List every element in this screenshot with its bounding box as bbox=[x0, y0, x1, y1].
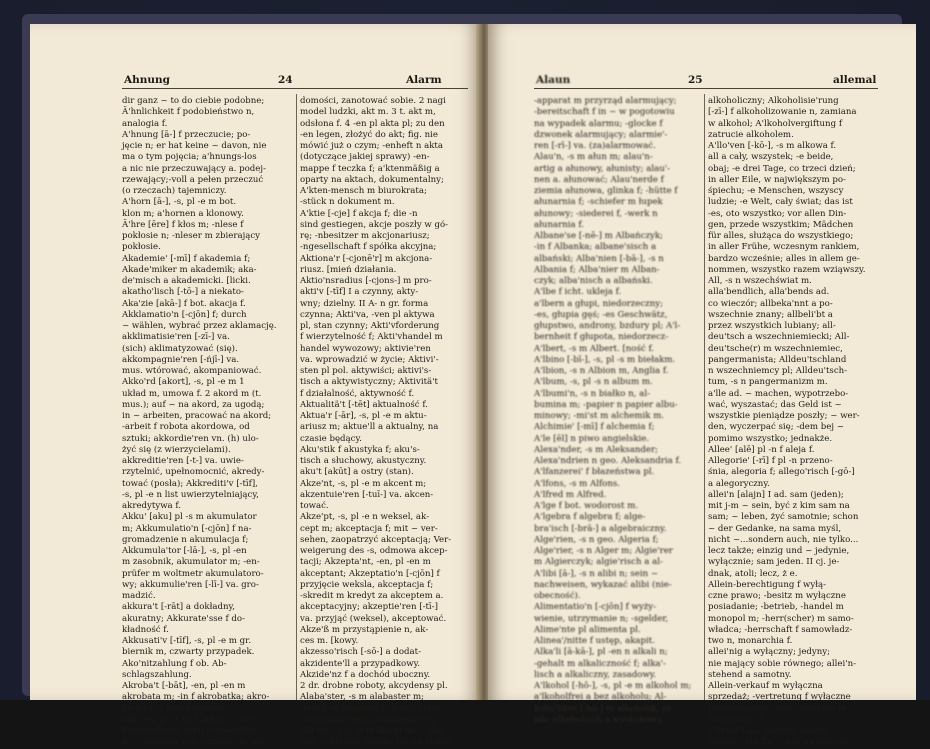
dictionary-line: (o rzeczach) tajemniczy. bbox=[122, 186, 227, 196]
dictionary-line: wać, wyszastać; das Geld ist ~ bbox=[708, 399, 842, 410]
dictionary-line: A'lbino [-bī-], -s, pl -s m biełakm. bbox=[534, 354, 676, 365]
dictionary-line: Aka'zie [akā-] f bot. akacja f. bbox=[122, 298, 246, 309]
dictionary-line: Akklamatio'n [-cjōn] f; durch bbox=[122, 309, 247, 320]
dictionary-line: klon m; a'hornen a klonowy. bbox=[122, 208, 244, 219]
dictionary-line: akzentuie'ren [-tuī-] va. akcen- bbox=[300, 489, 434, 500]
dictionary-line: czynna; Akti'va, -ven pl aktywa bbox=[300, 309, 435, 320]
dictionary-line: all a cały, wszystek; -e beide, bbox=[708, 152, 834, 163]
dictionary-line: -en legen, złożyć do akt; fig. nie bbox=[300, 129, 438, 140]
dictionary-line: przedstawicielstwo; -vertrieb m bbox=[708, 703, 846, 714]
dictionary-line: wienie, utrzymanie n; -sgelder, bbox=[534, 613, 669, 624]
dictionary-line: pokłosie. bbox=[122, 242, 161, 253]
dictionary-line: a'llema'l ad. zawsze; każdo- bbox=[708, 726, 829, 736]
dictionary-line: akuratny; Akkurate'sse f do- bbox=[122, 613, 245, 624]
dictionary-line: -s, pl -e n list uwierzytelniający, bbox=[122, 489, 259, 500]
dictionary-line: Akade'miker m akademik; aka- bbox=[122, 264, 257, 275]
dictionary-line: biernik m, czwarty przypadek. bbox=[122, 647, 255, 658]
dictionary-line: schlagszahlung. bbox=[122, 669, 192, 680]
dictionary-line: akceptacyjny; akzeptie'ren [-tī-] bbox=[300, 602, 438, 613]
dictionary-line: wyłącznie; sam jeden. II cj. je- bbox=[708, 557, 840, 568]
dictionary-line: analogia f. bbox=[122, 118, 168, 129]
dictionary-line: Aktio'nsradius [-cjons-] m pro- bbox=[300, 276, 432, 286]
dictionary-line: sehen, zaopatrzyć akceptacją; Ver- bbox=[300, 534, 452, 545]
dictionary-line: jęcie n; er hat keine ~ davon, nie bbox=[122, 141, 267, 151]
dictionary-line: a'lkoholfrei a bez alkoholu; Al- bbox=[534, 692, 667, 703]
dictionary-line: Akademie' [-mī] f akademia f; bbox=[122, 253, 251, 264]
dictionary-line: Alime'nte pl alimenta pl. bbox=[534, 624, 641, 635]
dictionary-line: in ~ arbeiten, pracować na akord; bbox=[122, 411, 272, 421]
dictionary-line: madzić. bbox=[122, 591, 156, 601]
dictionary-line: Alchimie' [-mī] f alchemia f; bbox=[534, 422, 655, 433]
dictionary-line: Allee' [alē] pl -n f aleja f. bbox=[708, 444, 815, 455]
dictionary-line: tacji; Akzepta'nt, -en, pl -en m bbox=[300, 557, 431, 568]
dictionary-line: A'hnung [ā-] f przeczucie; po- bbox=[122, 129, 251, 140]
dictionary-line: lecz także; einzig und ~ jedynie, bbox=[708, 546, 850, 556]
dictionary-line: akkompagnie'ren [-ńjī-] va. bbox=[122, 354, 240, 365]
dictionary-line: A'lbert, -s m Albert. [ność f. bbox=[534, 343, 655, 354]
dictionary-line: Akze'nt, -s, pl -e m akcent m; bbox=[300, 478, 427, 489]
dictionary-line: Allein-berechtigung f wyłą- bbox=[708, 579, 827, 590]
dictionary-line: dnak, atoli; lecz, ż e. bbox=[708, 568, 798, 579]
dictionary-line: Allein-verkauf m wyłączna bbox=[708, 681, 823, 691]
dictionary-line: Alau'n, -s m ałun m; alau'n- bbox=[534, 152, 653, 163]
dictionary-line: akkura't [-rāt] a dokładny, bbox=[122, 602, 236, 613]
dictionary-line: akredytywa f. bbox=[122, 501, 182, 511]
dictionary-line: posiadanie; -betrieb, -handel m bbox=[708, 602, 844, 613]
dictionary-line: sam; ~ leben, żyć samotnie; schon bbox=[708, 512, 859, 523]
dictionary-line: akrobata m; -in f akrobatka; akro- bbox=[122, 692, 270, 703]
dictionary-line: mit j-m ~ sein, być z kim sam na bbox=[708, 501, 850, 511]
dictionary-line: nommen, wszystko razem wziąwszy. bbox=[708, 264, 866, 275]
dictionary-line: ma o tym pojęcia; a'hnungs-los bbox=[122, 152, 257, 163]
dictionary-line: pomimo wszystko; jednakże. bbox=[708, 433, 833, 444]
dictionary-line: ~ wählen, wybrać przez aklamację. bbox=[122, 321, 277, 331]
dictionary-line: Albania f; Alba'nier m Alban- bbox=[534, 264, 660, 275]
dictionary-line: wny; dzielny. II A- n gr. forma bbox=[300, 298, 429, 309]
dictionary-line: rę; -nbesitzer m akcjonariusz; bbox=[300, 231, 430, 241]
dictionary-line: tisch a słuchowy, akustyczny. bbox=[300, 456, 427, 466]
right-header-catchword-first: Alaun bbox=[536, 74, 571, 86]
dictionary-line: monopol m; -herr(scher) m samo- bbox=[708, 613, 854, 624]
dictionary-line: śpiechu; -e Menschen, wszyscy bbox=[708, 186, 844, 196]
dictionary-line: aku't [akūt] a ostry (stan). bbox=[300, 467, 414, 478]
dictionary-line: Alexa'ndrien n geo. Aleksandria f. bbox=[534, 456, 682, 466]
dictionary-line: sen, schlagen, trąbić, bić na alarm; bbox=[300, 737, 454, 748]
dictionary-line: wyłączność f. bbox=[708, 714, 766, 725]
dictionary-line: -es, oto wszystko; vor allen Din- bbox=[708, 208, 847, 219]
dictionary-line: Aktualitä't [-tēt] aktualność f. bbox=[300, 399, 428, 410]
dictionary-line: -stück n dokument m. bbox=[300, 197, 395, 208]
dictionary-line: (dotyczące jakiej sprawy) -en- bbox=[300, 152, 430, 163]
dictionary-line: obaj; -e drei Tage, co trzeci dzień; bbox=[708, 163, 856, 174]
dictionary-line: rzewający;-voll a pełen przeczuć bbox=[122, 174, 264, 185]
dictionary-line: Alge'rien, -s n geo. Algeria f; bbox=[534, 534, 659, 545]
dictionary-line: koho'liker [-hō-] m alkoholik, pi- bbox=[534, 703, 674, 714]
dictionary-line: A'lbum, -s, pl -s n album m. bbox=[534, 377, 653, 388]
dictionary-line: Akroba't [-bāt], -en, pl -en m bbox=[122, 681, 246, 691]
dictionary-line: odsłona f. 4 -en pl akta pl; zu den bbox=[300, 118, 445, 129]
dictionary-line: rzytelnić, upełnomocnić, akredy- bbox=[122, 467, 265, 478]
dictionary-line: akatho'lisch [-tō-] a niekato- bbox=[122, 287, 244, 298]
dictionary-line: Akt, -es, pl -e m 1 akt m; ~ der bbox=[122, 714, 256, 725]
dictionary-line: a nic nie przeczuwający a. podej- bbox=[122, 163, 266, 174]
dictionary-line: na wypadek alarmu; -glocke f bbox=[534, 118, 663, 129]
dictionary-line: A'lgebra f algebra f; alge- bbox=[534, 512, 646, 523]
dictionary-line: m Algierczyk; algie'risch a al- bbox=[534, 557, 663, 568]
dictionary-line: ziemia ałunowa, glinka f; -hütte f bbox=[534, 186, 678, 196]
dictionary-line: akzidente'll a przypadkowy. bbox=[300, 658, 421, 669]
dictionary-line: A'lbumi'n, -s n białko n, al- bbox=[534, 388, 650, 399]
dictionary-line: żyć się (z wierzycielami). bbox=[122, 444, 231, 455]
dictionary-line: obecność). bbox=[534, 591, 581, 601]
dictionary-line: minowy; -mi'st m alchemik m. bbox=[534, 411, 665, 421]
dictionary-line: akklimatisie'ren [-zī-] va. bbox=[122, 332, 230, 343]
dictionary-line: władca; -herrschaft f samowładz- bbox=[708, 624, 853, 635]
dictionary-line: Alge'rier, -s n Alger m; Algie'rer bbox=[534, 546, 673, 556]
dictionary-line: tować (posła); Akkrediti'v [-tīf], bbox=[122, 478, 258, 489]
dictionary-line: All, -s n wszechświat m. bbox=[708, 276, 812, 286]
dictionary-line: A'kten-mensch m biurokrata; bbox=[300, 186, 427, 196]
dictionary-line: mappe f teczka f; a'ktenmäßig a bbox=[300, 163, 440, 174]
dictionary-line: in aller Frühe, wczesnym rankiem, bbox=[708, 242, 860, 253]
dictionary-line: A'horn [ā-], -s, pl -e m bot. bbox=[122, 197, 237, 208]
dictionary-line: -in f Albanka; albane'sisch a bbox=[534, 242, 657, 253]
dictionary-line: f działalność, aktywność f. bbox=[300, 388, 415, 399]
dictionary-line: f wierzytelność f; Akti'vhandel m bbox=[300, 332, 443, 343]
dictionary-line: fr. ~ nehmen von, przyjąć do wia- bbox=[122, 737, 269, 748]
dictionary-line: akzesso'risch [-sō-] a dodat- bbox=[300, 647, 421, 658]
dictionary-line: A'llo'ven [-kō-], -s m alkowa f. bbox=[708, 141, 837, 151]
dictionary-line: Akko'rd [akort], -s, pl -e m 1 bbox=[122, 377, 245, 388]
dictionary-line: czyk; alba'nisch a albański. bbox=[534, 276, 653, 286]
dictionary-line: m zasobnik, akumulator m; -en- bbox=[122, 557, 260, 568]
right-column-divider bbox=[704, 94, 705, 700]
dictionary-line: mówić już o czym; -enheft n akta bbox=[300, 141, 443, 151]
dictionary-line: riusz. [mień działania. bbox=[300, 264, 397, 275]
dictionary-line: w alkohol; A'lkoholvergiftung f bbox=[708, 118, 842, 129]
dictionary-line: Akze'ß m przystąpienie n, ak- bbox=[300, 624, 429, 635]
dictionary-line: Aktua'r [-ār], -s, pl -e m aktu- bbox=[300, 411, 427, 421]
dictionary-line: czne prawo; -besitz m wyłączne bbox=[708, 591, 846, 601]
right-header-rule bbox=[534, 88, 878, 89]
dictionary-line: stehend a samotny. bbox=[708, 669, 792, 680]
dictionary-line: albański; Alba'nien [-bā-], -s n bbox=[534, 253, 664, 264]
dictionary-line: Alinea'/nitte f ustęp, akapit. bbox=[534, 636, 655, 646]
dictionary-line: Ä'hre [ēre] f kłos m; -nlese f bbox=[122, 219, 244, 230]
dictionary-line: zatrucie alkoholem. bbox=[708, 129, 794, 140]
dictionary-line: allei'n [alajn] I ad. sam (jeden); bbox=[708, 489, 844, 500]
dictionary-line: oparty na aktach, dokumentalny; bbox=[300, 174, 444, 185]
left-page-number: 24 bbox=[278, 74, 293, 86]
dictionary-line: Aktiona'r [-cjonē'r] m akcjona- bbox=[300, 253, 433, 264]
dictionary-line: co wieczór; allbeka'nnt a po- bbox=[708, 298, 833, 309]
dictionary-line: alla'bendlich, alla'bends ad. bbox=[708, 287, 830, 298]
dictionary-line: a'lle ad. ~ machen, wypotrzebo- bbox=[708, 388, 849, 399]
dictionary-line: ałunarnia f. bbox=[534, 219, 584, 230]
dictionary-line: Akzide'nz f a dochód uboczny. bbox=[300, 669, 431, 680]
dictionary-line: a'lbern a głupi, niedorzeczny; bbox=[534, 298, 663, 309]
dictionary-line: Verzweiflung, czyn rozpaczliwy; bbox=[122, 726, 261, 736]
dictionary-line: ałunarnia f; -schiefer m łupek bbox=[534, 197, 663, 208]
dictionary-line: -apparat m przyrząd alarmujący; bbox=[534, 96, 677, 106]
dictionary-line: przez wszystkich lubiany; all- bbox=[708, 321, 836, 331]
dictionary-line: dzwonek alarmujący; alarmie'- bbox=[534, 129, 668, 140]
dictionary-line: A'le [ēl] n piwo angielskie. bbox=[534, 433, 650, 444]
dictionary-line: mus. wtórować, akompaniować. bbox=[122, 366, 262, 376]
dictionary-line: mus.); auf ~ na akord, za ugodą; bbox=[122, 399, 265, 410]
dictionary-line: gen, przede wszystkim; Mädchen bbox=[708, 219, 854, 230]
dictionary-line: -brach m kopalnia f (łomy) alaba- bbox=[300, 703, 445, 714]
dictionary-line: -arbeit f robota akordowa, od bbox=[122, 422, 250, 433]
dictionary-line: prüfer m woltmetr akumulatoro- bbox=[122, 568, 264, 579]
dictionary-line: two n, monarchia f. bbox=[708, 636, 793, 646]
left-column-divider bbox=[296, 94, 297, 700]
dictionary-line: A'lfred m Alfred. bbox=[534, 489, 607, 500]
dictionary-line: bumina m; -papier n papier albu- bbox=[534, 399, 678, 410]
dictionary-line: akceptant; Akzeptatio'n [-cjōn] f bbox=[300, 568, 440, 579]
dictionary-line: dir ganz ~ to do ciebie podobne; bbox=[122, 96, 265, 106]
dictionary-line: głupstwo, androny, bzdury pl; A'l- bbox=[534, 321, 681, 331]
dictionary-line: czasie będący. bbox=[300, 433, 362, 444]
dictionary-line: -gehalt m alkaliczność f; alka'- bbox=[534, 658, 666, 669]
dictionary-line: bernheit f głupota, niedorzecz- bbox=[534, 332, 669, 343]
dictionary-line: deu'tsche(r) m wszechniemiec, bbox=[708, 343, 843, 354]
dictionary-line: weigerung des -s, odmowa akcep- bbox=[300, 546, 448, 556]
left-column-1 bbox=[122, 96, 292, 749]
dictionary-line: [-zī-] f alkoholizowanie n, zamiana bbox=[708, 107, 857, 118]
dictionary-line: bra'isch [-brā-] a algebraiczny. bbox=[534, 523, 667, 534]
dictionary-line: 2 dr. drobne roboty, akcydensy pl. bbox=[300, 681, 448, 691]
dictionary-line: n wszechniemcy pl; Alldeu'tsch- bbox=[708, 366, 848, 376]
dictionary-line: (sich) aklimatyzować (się). bbox=[122, 343, 238, 354]
dictionary-line: Aku'stik f akustyka f; aku's- bbox=[300, 444, 420, 455]
dictionary-line: nicht ~...sondern auch, nie tylko... bbox=[708, 534, 859, 545]
dictionary-line: razowo; ein für ~ raz na zawsze. bbox=[708, 737, 851, 748]
dictionary-line: -skredit m kredyt za akceptem a. bbox=[300, 591, 444, 601]
dictionary-line: ren [-rī-] va. (za)alarmować. bbox=[534, 141, 656, 151]
dictionary-line: in aller Eile, w największym po- bbox=[708, 174, 846, 185]
dictionary-line: bardzo wcześnie; alles in allem ge- bbox=[708, 253, 860, 264]
dictionary-line: kładność f. bbox=[122, 624, 169, 635]
dictionary-line: tum, -s n pangermanizm m. bbox=[708, 377, 828, 388]
dictionary-line: A'libi [ā-], -s n alibi n; sein ~ bbox=[534, 568, 659, 579]
dictionary-line: nen a. ałunować; Alau'nerde f bbox=[534, 174, 664, 185]
dictionary-line: wszystkie pieniądze poszły; ~ wer- bbox=[708, 411, 860, 421]
dictionary-line: -es, głupia gęś; -es Geschwätz, bbox=[534, 309, 668, 320]
dictionary-line: Alaba'ster, -s m alabaster m; bbox=[300, 692, 425, 703]
dictionary-line: model ludzki, akt m. 3 t. akt m, bbox=[300, 107, 436, 118]
dictionary-line: ba'tisch a akrobatyczny. bbox=[122, 703, 227, 714]
dictionary-line: Ä'hnlichkeit f podobieństwo n, bbox=[122, 107, 255, 118]
dictionary-line: Alexa'nder, -s m Aleksander; bbox=[534, 444, 658, 455]
dictionary-line: wszechnie znany; allbeli'bt a bbox=[708, 309, 833, 320]
dictionary-line: ałunowy; -siederei f, -werk n bbox=[534, 208, 658, 219]
dictionary-line: alkoholiczny; Alkoholisie'rung bbox=[708, 96, 839, 106]
dictionary-line: de'misch a akademicki. [licki. bbox=[122, 276, 251, 286]
left-page bbox=[30, 24, 480, 748]
dictionary-line: układ m, umowa f. 2 akord m (t. bbox=[122, 388, 262, 399]
dictionary-line: A'ktie [-cje] f akcja f; die -n bbox=[300, 208, 418, 219]
dictionary-line: ariusz m; aktue'll a aktualny, na bbox=[300, 422, 439, 433]
dictionary-line: Akkumula'tor [-lā-], -s, pl -en bbox=[122, 546, 247, 556]
dictionary-line: A'lbe f icht. ukleja f. bbox=[534, 287, 622, 298]
dictionary-line: przyjęcie weksla, akceptacja f; bbox=[300, 579, 434, 590]
dictionary-line: lisch a alkaliczny, zasadowy. bbox=[534, 669, 657, 680]
dictionary-line: m; Akkumulatio'n [-cjōn] f na- bbox=[122, 523, 252, 534]
dictionary-line: deu'tsch a wszechniemiecki; All- bbox=[708, 332, 850, 343]
dictionary-line: Ala'rm, -s pl -e m alarm m; ~ bla- bbox=[300, 726, 445, 736]
left-header-rule bbox=[122, 88, 468, 89]
dictionary-line: -ngesellschaft f spółka akcyjna; bbox=[300, 242, 437, 253]
dictionary-line: A'lge f bot. wodorost m. bbox=[534, 501, 639, 511]
left-column-2 bbox=[300, 96, 472, 749]
dictionary-line: ces m. [kowy. bbox=[300, 636, 359, 646]
dictionary-line: ~ der Gedanke, na sama myśl, bbox=[708, 523, 842, 534]
dictionary-line: pangermanista; Alldeu'tschland bbox=[708, 354, 847, 365]
dictionary-line: artig a ałunowy, ałunisty; alau'- bbox=[534, 163, 671, 174]
dictionary-line: akti'v [-tīf] I a czynny, akty- bbox=[300, 287, 419, 298]
dictionary-line: A'lfanzerei' f błazeństwa pl. bbox=[534, 467, 655, 478]
dictionary-line: gromadzenie n akumulacja f; bbox=[122, 534, 249, 545]
right-page-number: 25 bbox=[688, 74, 703, 86]
dictionary-line: pl, stan czynny; Akti'vforderung bbox=[300, 321, 440, 331]
dictionary-line: A'lbion, -s n Albion m, Anglia f. bbox=[534, 366, 669, 376]
dictionary-line: Akze'pt, -s, pl -e n weksel, ak- bbox=[300, 512, 429, 523]
right-column-2 bbox=[708, 96, 882, 749]
dictionary-line: wy; akkumulie'ren [-lī-] va. gro- bbox=[122, 579, 259, 590]
dictionary-line: akkreditie'ren [-t-] va. uwie- bbox=[122, 456, 244, 466]
dictionary-line: a alegoryczny. bbox=[708, 478, 770, 489]
dictionary-line: den, wyczerpać się; -dem bej ~ bbox=[708, 422, 844, 433]
dictionary-line: nie mający sobie równego; allei'n- bbox=[708, 658, 857, 669]
dictionary-line: für alles, służąca do wszystkiego; bbox=[708, 231, 854, 241]
dictionary-line: cept m; akceptacja f; mit ~ ver- bbox=[300, 523, 438, 534]
right-header-catchword-last: allemal bbox=[833, 74, 877, 86]
left-header-catchword-first: Ahnung bbox=[124, 74, 171, 86]
dictionary-line: Ako'nitzahlung f ob. Ab- bbox=[122, 658, 227, 669]
dictionary-line: Alka'li [ā-kā-], pl -en n alkali n; bbox=[534, 647, 668, 658]
dictionary-line: tisch a aktywistyczny; Aktivitä't bbox=[300, 377, 438, 388]
dictionary-line: tować. bbox=[300, 501, 329, 511]
dictionary-line: pokłosie n; -nleser m zbierający bbox=[122, 231, 261, 241]
dictionary-line: śnia, alegoria f; allego'risch [-gō-] bbox=[708, 467, 855, 478]
dictionary-line: Allegorie' [-rī] f pl -n przeno- bbox=[708, 456, 833, 466]
dictionary-line: stru; alaba'stern a alabastrowy. bbox=[300, 714, 437, 725]
dictionary-line: Albane'se [-nē-] m Albańczyk; bbox=[534, 231, 663, 241]
dictionary-line: ludzie; -e Welt, cały świat; das ist bbox=[708, 197, 853, 208]
dictionary-line: domości, zanotować sobie. 2 nagi bbox=[300, 96, 446, 106]
dictionary-line: jak; alkoholisch a wyskokowy, bbox=[534, 714, 664, 725]
dictionary-line: Akkusati'v [-tīf], -s, pl -e m gr. bbox=[122, 636, 252, 646]
dictionary-line: sprzedaż; -vertretung f wyłączne bbox=[708, 692, 851, 703]
right-page bbox=[488, 24, 916, 748]
left-header-catchword-last: Alarm bbox=[406, 74, 442, 86]
dictionary-line: handel wywozowy; aktivie'ren bbox=[300, 343, 431, 354]
dictionary-line: Akku' [aku] pl -s m akumulator bbox=[122, 512, 257, 523]
dictionary-line: sten pl pol. aktywiści; aktivi's- bbox=[300, 366, 432, 376]
dictionary-line: -bereitschaft f in ~ w pogotowiu bbox=[534, 107, 675, 118]
dictionary-line: Alimentatio'n [-cjōn] f wyży- bbox=[534, 602, 656, 613]
dictionary-line: sztuki; akkordie'ren vn. (h) ulo- bbox=[122, 433, 259, 444]
dictionary-line: va. wprowadzić w życie; Aktivi'- bbox=[300, 354, 439, 365]
dictionary-line: nachweisen, wykazać alibi (nie- bbox=[534, 579, 672, 590]
dictionary-line: va. przyjąć (weksel), akceptować. bbox=[300, 613, 447, 624]
dictionary-line: allei'nig a wyłączny; jedyny; bbox=[708, 647, 831, 658]
dictionary-line: A'lkohol [-hō-], -s, pl -e m alkohol m; bbox=[534, 681, 692, 691]
right-column-1 bbox=[534, 96, 702, 726]
dictionary-line: sind gestiegen, akcje poszły w gó- bbox=[300, 219, 449, 230]
dictionary-line: A'lfons, -s m Alfons. bbox=[534, 478, 620, 489]
